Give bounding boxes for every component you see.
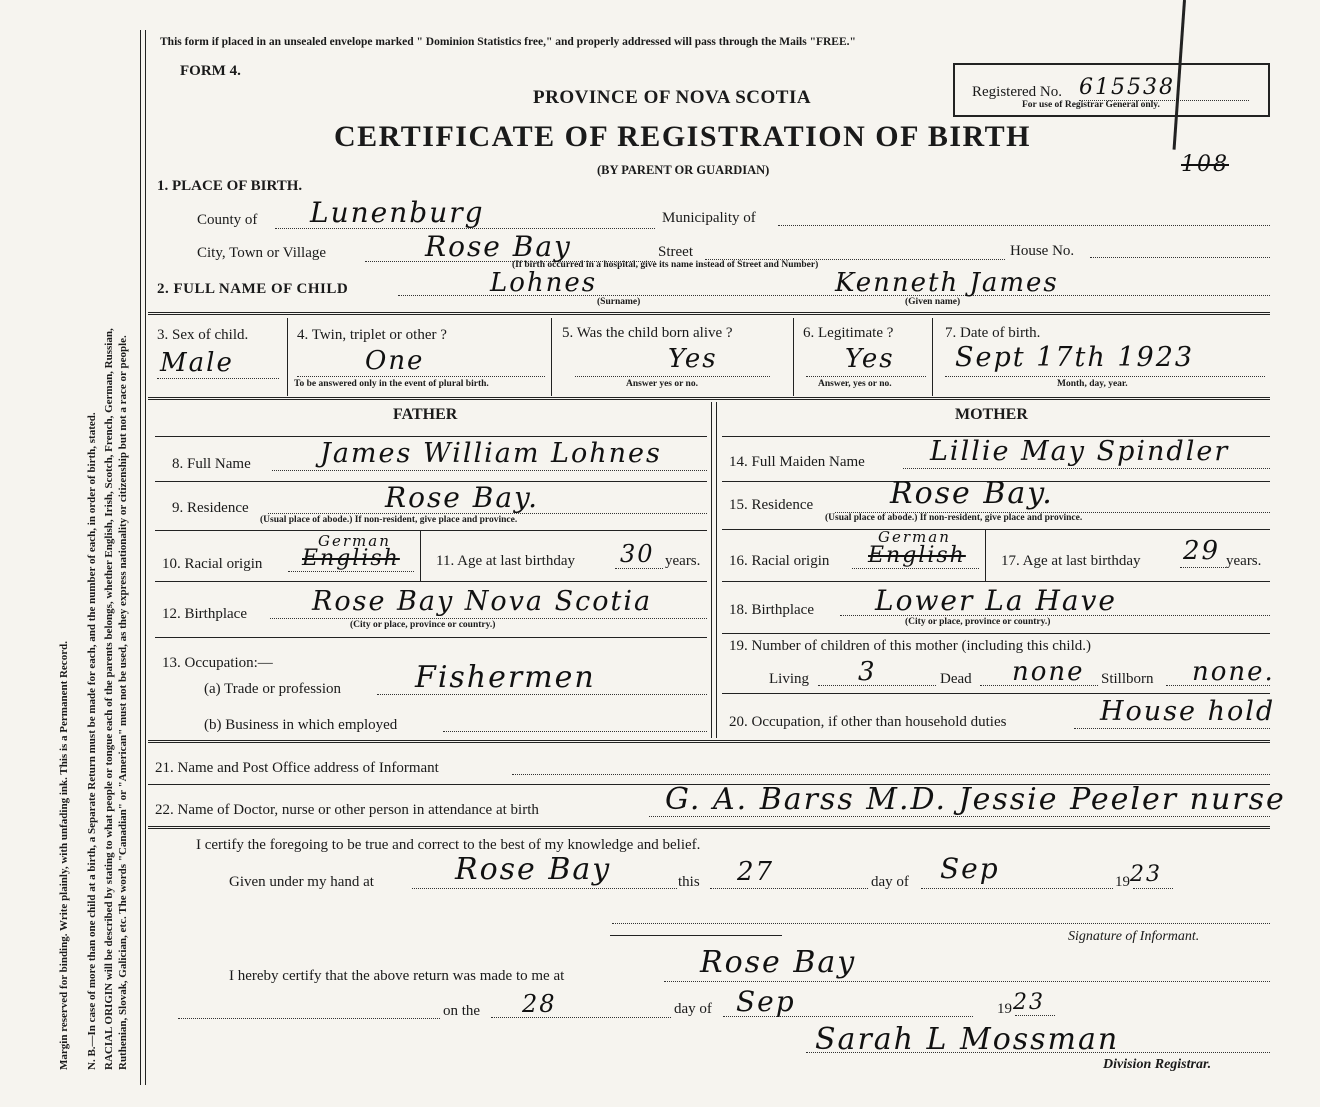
- mother-residence-label: 15. Residence: [729, 497, 814, 513]
- mother-name: Lillie May Spindler: [930, 436, 1230, 467]
- informant-label: 21. Name and Post Office address of Informant: [155, 760, 439, 776]
- mother-residence: Rose Bay.: [890, 476, 1054, 511]
- city-value: Rose Bay: [425, 230, 572, 263]
- mother-occupation: House hold: [1100, 696, 1276, 727]
- street-label: Street: [658, 244, 693, 260]
- twin-value: One: [365, 346, 425, 376]
- father-age-years: years.: [665, 553, 701, 569]
- father-racial-correction: German: [318, 532, 391, 550]
- border-left: [140, 30, 141, 1085]
- father-heading: FATHER: [393, 406, 458, 423]
- corner-number: 108: [1181, 152, 1229, 177]
- mother-birthplace-label: 18. Birthplace: [729, 602, 814, 618]
- certify-statement: I certify the foregoing to be true and correct to the best of my knowledge and belief.: [196, 837, 701, 853]
- father-birthplace-note: (City or place, province or country.): [350, 620, 496, 630]
- father-name-label: 8. Full Name: [172, 456, 251, 472]
- year-prefix: 19: [1115, 874, 1130, 890]
- mother-name-label: 14. Full Maiden Name: [729, 454, 865, 470]
- return-year-prefix: 19: [997, 1001, 1012, 1017]
- father-racial-label: 10. Racial origin: [162, 556, 263, 572]
- border-left-inner: [145, 30, 146, 1085]
- father-occupation-label: 13. Occupation:—: [162, 655, 273, 671]
- mother-racial-label: 16. Racial origin: [729, 553, 830, 569]
- return-month: Sep: [736, 985, 796, 1018]
- father-birthplace-label: 12. Birthplace: [162, 606, 247, 622]
- father-name: James William Lohnes: [320, 438, 662, 469]
- legitimate-value: Yes: [845, 344, 895, 374]
- living-count: 3: [858, 657, 877, 687]
- return-day-of-label: day of: [674, 1001, 712, 1017]
- dead-count: none: [1012, 657, 1085, 687]
- day-of-label: day of: [871, 874, 909, 890]
- return-day: 28: [522, 990, 557, 1018]
- child-surname: Lohnes: [490, 268, 598, 298]
- father-residence-note: (Usual place of abode.) If non-resident, give place and province.: [260, 515, 518, 525]
- mother-residence-note: (Usual place of abode.) If non-resident, give place and province.: [825, 513, 1083, 523]
- form-number: FORM 4.: [180, 63, 241, 79]
- father-trade-label: (a) Trade or profession: [204, 681, 342, 697]
- father-birthplace: Rose Bay Nova Scotia: [312, 586, 653, 617]
- mother-age-label: 17. Age at last birthday: [1001, 553, 1141, 569]
- mother-age-years: years.: [1226, 553, 1262, 569]
- registered-label: Registered No.: [972, 84, 1062, 100]
- dob-label: 7. Date of birth.: [945, 325, 1041, 341]
- margin-note-racial-origin: RACIAL ORIGIN will be described by stating to what people or tongue each of the parents belongs, whether English, Irish, Scotch, French, German, Russian,: [103, 328, 115, 1070]
- child-name-label: 2. FULL NAME OF CHILD: [157, 281, 349, 297]
- municipality-label: Municipality of: [662, 210, 756, 226]
- this-label: this: [678, 874, 700, 890]
- margin-note-binding: Margin reserved for binding. Write plainly, with unfading ink. This is a Permanent Record.: [58, 641, 70, 1070]
- return-place: Rose Bay: [700, 945, 857, 980]
- county-label: County of: [197, 212, 258, 228]
- dob-value: Sept 17th 1923: [955, 342, 1195, 373]
- father-residence-label: 9. Residence: [172, 500, 249, 516]
- sex-value: Male: [160, 348, 234, 378]
- county-value: Lunenburg: [310, 196, 485, 229]
- division-registrar-label: Division Registrar.: [1103, 1057, 1212, 1072]
- father-racial-value: English: [302, 546, 400, 571]
- on-the-label: on the: [443, 1003, 481, 1019]
- legitimate-note: Answer, yes or no.: [818, 379, 892, 389]
- children-count-label: 19. Number of children of this mother (including this child.): [729, 638, 1092, 654]
- mother-racial-value: English: [868, 543, 966, 568]
- mother-racial-correction: German: [878, 528, 951, 546]
- living-label: Living: [769, 671, 809, 687]
- return-statement: I hereby certify that the above return was made to me at: [229, 968, 565, 984]
- mother-birthplace-note: (City or place, province or country.): [905, 617, 1051, 627]
- mother-birthplace: Lower La Have: [875, 584, 1117, 617]
- registrar-signature: Sarah L Mossman: [815, 1022, 1120, 1057]
- father-trade: Fishermen: [415, 660, 596, 695]
- mother-age: 29: [1183, 536, 1221, 566]
- registered-number-box: [953, 63, 1270, 117]
- twin-note: To be answered only in the event of plural birth.: [294, 379, 489, 389]
- surname-note: (Surname): [597, 297, 641, 307]
- certificate-title: CERTIFICATE OF REGISTRATION OF BIRTH: [334, 120, 1031, 153]
- informant-signature-label: Signature of Informant.: [1068, 929, 1200, 944]
- doctor-value: G. A. Barss M.D. Jessie Peeler nurse: [665, 782, 1286, 817]
- stillborn-label: Stillborn: [1101, 671, 1154, 687]
- mother-heading: MOTHER: [955, 406, 1028, 423]
- mail-note: This form if placed in an unsealed envelope marked " Dominion Statistics free," and properly addressed will pass through the Mails "FREE.": [160, 36, 856, 48]
- province-title: PROVINCE OF NOVA SCOTIA: [533, 87, 812, 108]
- certificate-subtitle: (BY PARENT OR GUARDIAN): [597, 163, 770, 177]
- registrar-note: For use of Registrar General only.: [1022, 100, 1160, 110]
- city-label: City, Town or Village: [197, 245, 327, 261]
- given-name-note: (Given name): [905, 297, 961, 307]
- doctor-label: 22. Name of Doctor, nurse or other person in attendance at birth: [155, 802, 539, 818]
- hospital-note: (If birth occurred in a hospital, give its name instead of Street and Number): [512, 260, 819, 270]
- dead-label: Dead: [940, 671, 972, 687]
- alive-label: 5. Was the child born alive ?: [562, 325, 733, 341]
- father-age: 30: [620, 540, 655, 568]
- rule: [148, 312, 1270, 315]
- place-of-birth-heading: 1. PLACE OF BIRTH.: [157, 178, 303, 194]
- given-place: Rose Bay: [455, 852, 612, 887]
- given-day: 27: [737, 857, 775, 887]
- alive-note: Answer yes or no.: [626, 379, 698, 389]
- house-number-label: House No.: [1010, 243, 1075, 259]
- given-month: Sep: [940, 852, 1000, 885]
- given-under-label: Given under my hand at: [229, 874, 374, 890]
- twin-label: 4. Twin, triplet or other ?: [297, 327, 447, 343]
- father-age-label: 11. Age at last birthday: [436, 553, 575, 569]
- child-given-name: Kenneth James: [835, 268, 1059, 298]
- registered-number: 615538: [1079, 75, 1175, 100]
- legitimate-label: 6. Legitimate ?: [803, 325, 894, 341]
- mother-occupation-label: 20. Occupation, if other than household duties: [729, 714, 1007, 730]
- alive-value: Yes: [668, 344, 718, 374]
- margin-note-multiple-births: N. B.—In case of more than one child at a birth, a Separate Return must be made for each, and the number of each, in order of birth, stated.: [86, 412, 98, 1070]
- stillborn-count: none.: [1192, 657, 1275, 687]
- father-business-label: (b) Business in which employed: [204, 717, 398, 733]
- return-year: 23: [1013, 990, 1045, 1015]
- dob-note: Month, day, year.: [1057, 379, 1128, 389]
- father-residence: Rose Bay.: [385, 481, 540, 514]
- given-year: 23: [1130, 862, 1162, 887]
- sex-label: 3. Sex of child.: [157, 327, 249, 343]
- margin-note-racial-origin-cont: Ruthenian, Slovak, Galician, etc. The words "Canadian" or "American" must not be used, as they express nationality or citizenship but not a race or people.: [117, 335, 129, 1070]
